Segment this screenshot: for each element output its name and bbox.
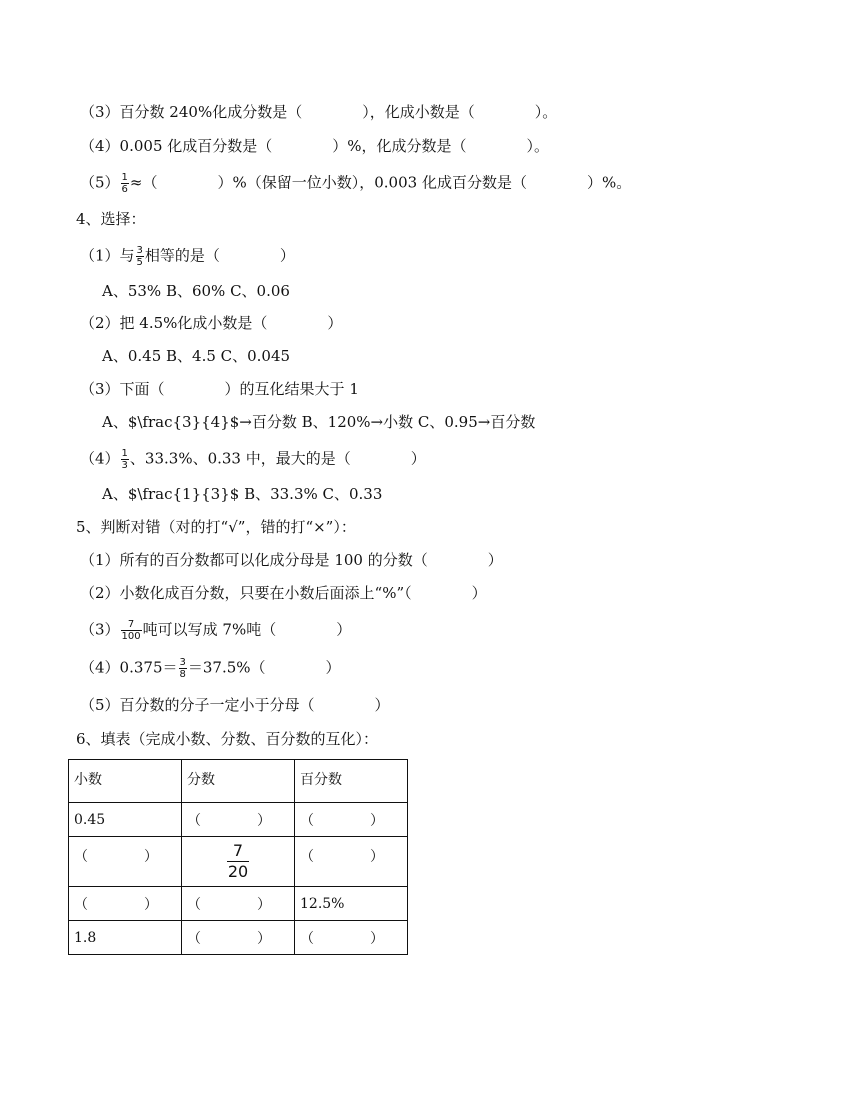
choice-options-3: A、$\frac{3}{4}$→百分数 B、120%→小数 C、0.95→百分数 xyxy=(102,413,536,431)
cell-decimal: 0.45 xyxy=(69,803,182,837)
section-6-title: 6、填表（完成小数、分数、百分数的互化）： xyxy=(76,730,379,748)
question-prefix: （1）与 xyxy=(80,246,135,265)
question-prefix: （4） xyxy=(80,449,120,468)
fraction-7-20 xyxy=(227,841,249,882)
cell-blank: （ ） xyxy=(182,921,295,955)
choice-options-4: A、$\frac{1}{3}$ B、33.3% C、0.33 xyxy=(102,485,383,503)
judge-question-4 xyxy=(80,657,341,680)
table-row xyxy=(69,921,408,955)
fraction-3-8 xyxy=(179,657,187,680)
fraction-numerator: 7 xyxy=(121,619,142,631)
fraction-denominator: 8 xyxy=(179,669,186,680)
cell-decimal: 1.8 xyxy=(69,921,182,955)
item-5-prefix: （5） xyxy=(80,173,120,192)
cell-blank: （ ） xyxy=(182,803,295,837)
cell-blank: （ ） xyxy=(295,803,408,837)
fraction-7-100 xyxy=(121,619,142,642)
choice-question-2: （2）把 4.5%化成小数是（ ） xyxy=(80,314,343,332)
header-fraction: 分数 xyxy=(182,760,295,803)
choice-options-1: A、53% B、60% C、0.06 xyxy=(102,282,290,300)
cell-blank: （ ） xyxy=(295,921,408,955)
choice-question-3: （3）下面（ ）的互化结果大于 1 xyxy=(80,380,359,398)
choice-options-2: A、0.45 B、4.5 C、0.045 xyxy=(102,347,291,365)
fraction-3-5 xyxy=(136,245,144,268)
item-5-suffix: ≈（ ）%（保留一位小数），0.003 化成百分数是（ ）%。 xyxy=(129,173,632,192)
fraction-numerator: 7 xyxy=(227,841,249,862)
fraction-denominator: 20 xyxy=(227,862,249,881)
fill-blank-item-5 xyxy=(80,172,631,195)
question-suffix: 、33.3%、0.33 中，最大的是（ ） xyxy=(129,449,426,468)
fraction-numerator: 3 xyxy=(179,657,186,668)
question-prefix: （4）0.375＝ xyxy=(80,658,178,677)
table-header-row xyxy=(69,760,408,803)
fill-blank-item-4: （4）0.005 化成百分数是（ ）%，化成分数是（ ）。 xyxy=(80,137,550,155)
judge-question-5: （5）百分数的分子一定小于分母（ ） xyxy=(80,696,390,714)
fraction-denominator: 3 xyxy=(121,460,128,471)
conversion-table xyxy=(68,759,408,955)
fraction-numerator: 1 xyxy=(121,448,128,459)
table-row xyxy=(69,837,408,887)
fraction-numerator: 3 xyxy=(136,245,143,256)
choice-question-1 xyxy=(80,245,295,268)
fraction-denominator: 100 xyxy=(121,631,141,642)
judge-question-1: （1）所有的百分数都可以化成分母是 100 的分数（ ） xyxy=(80,551,503,569)
choice-question-4 xyxy=(80,448,426,471)
question-prefix: （3） xyxy=(80,620,120,639)
judge-question-3 xyxy=(80,619,351,642)
fraction-numerator: 1 xyxy=(121,172,128,183)
table-row xyxy=(69,803,408,837)
cell-fraction xyxy=(182,837,295,887)
question-suffix: ＝37.5%（ ） xyxy=(187,658,341,677)
cell-blank: （ ） xyxy=(69,887,182,921)
table-row xyxy=(69,887,408,921)
fraction-1-3 xyxy=(121,448,129,471)
cell-blank: （ ） xyxy=(69,837,182,887)
fill-blank-item-3: （3）百分数 240%化成分数是（ ），化成小数是（ ）。 xyxy=(80,103,558,121)
header-percent: 百分数 xyxy=(295,760,408,803)
fraction-1-6 xyxy=(121,172,129,195)
cell-percent: 12.5% xyxy=(295,887,408,921)
section-5-title: 5、判断对错（对的打“√”，错的打“×”）： xyxy=(76,518,356,536)
section-4-title: 4、选择： xyxy=(76,210,146,228)
cell-blank: （ ） xyxy=(295,837,408,887)
judge-question-2: （2）小数化成百分数，只要在小数后面添上“%”（ ） xyxy=(80,584,487,602)
header-decimal: 小数 xyxy=(69,760,182,803)
fraction-denominator: 5 xyxy=(136,257,143,268)
question-suffix: 吨可以写成 7%吨（ ） xyxy=(142,620,352,639)
fraction-denominator: 6 xyxy=(121,184,128,195)
question-suffix: 相等的是（ ） xyxy=(144,246,295,265)
cell-blank: （ ） xyxy=(182,887,295,921)
